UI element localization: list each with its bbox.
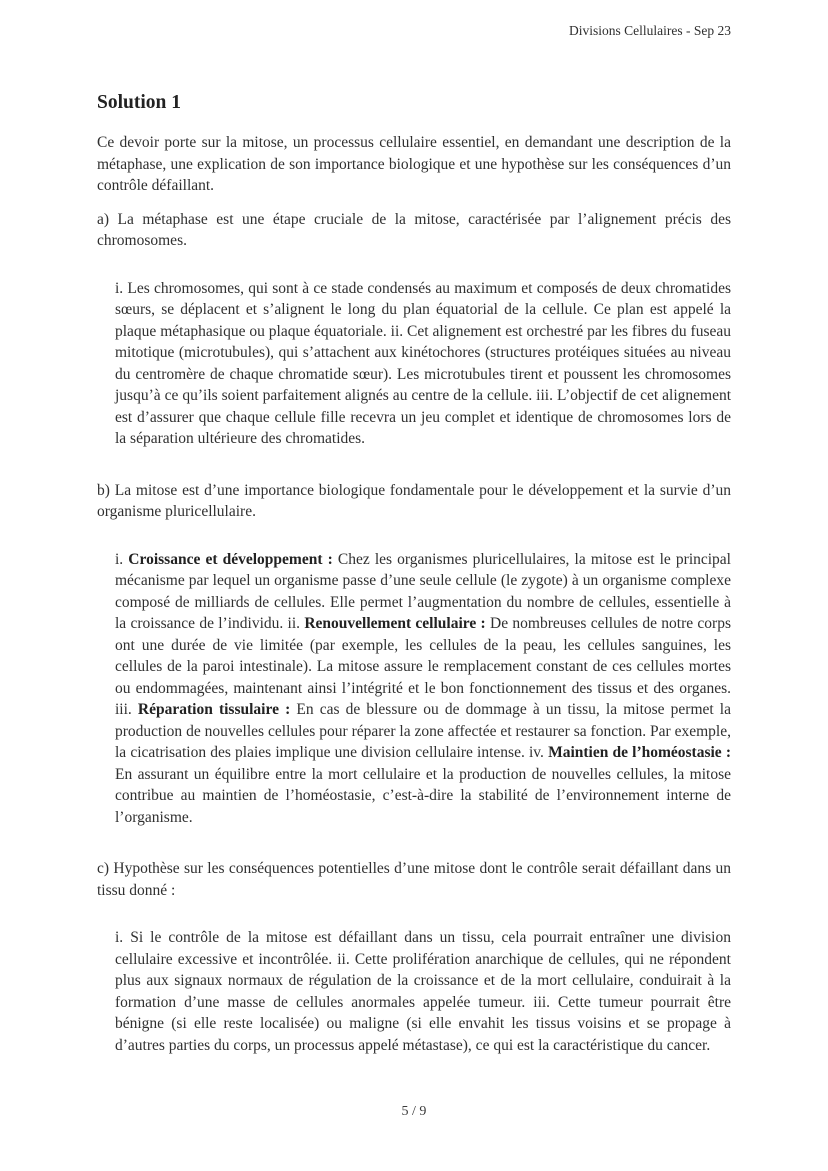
paragraph-a: a) La métaphase est une étape cruciale de la mitose, caractérisée par l’alignement précis des chromosomes. [97, 210, 731, 249]
solution-title: Solution 1 [97, 92, 181, 113]
page-content [97, 91, 731, 1086]
block-b-importance-details: i. Croissance et développement : Chez les organismes pluricellulaires, la mitose est le principal mécanisme par lequel un organisme passe d’une seule cellule (le zygote) à un organisme complexe composé de milliards de cellules. Elle permet l’augmentation du nombre de cellules, essentielle à la croissance de l’individu. ii. Renouvellement cellulaire : De nombreuses cellules de notre corps ont une durée de vie limitée (par exemple, les cellules de la peau, les cellules sanguines, les cellules de la paroi intestinale). La mitose assure le remplacement constant de ces cellules mortes ou endommagées, maintenant ainsi l’intégrité et le bon fonctionnement des tissus et des organes. iii. Réparation tissulaire : En cas de blessure ou de dommage à un tissu, la mitose permet la production de nouvelles cellules pour réparer la zone affectée et restaurer sa fonction. Par exemple, la cicatrisation des plaies implique une division cellulaire intense. iv. Maintien de l’homéostasie : En assurant un équilibre entre la mort cellulaire et la production de nouvelles cellules, la mitose contribue au maintien de l’homéostasie, c’est-à-dire la stabilité de l’environnement interne de l’organisme. [115, 550, 731, 826]
page-number: 5 / 9 [401, 1103, 427, 1119]
paragraph-b: b) La mitose est d’une importance biologique fondamentale pour le développement et la survie d’un organisme pluricellulaire. [97, 481, 731, 520]
paragraph-c: c) Hypothèse sur les conséquences potentielles d’une mitose dont le contrôle serait défaillant dans un tissu donné : [97, 860, 731, 899]
intro-paragraph: Ce devoir porte sur la mitose, un processus cellulaire essentiel, en demandant une description de la métaphase, une explication de son importance biologique et une hypothèse sur les conséquences d’un contrôle défaillant. [97, 134, 731, 194]
running-header: Divisions Cellulaires - Sep 23 [569, 23, 731, 38]
block-a-metaphase-details: i. Les chromosomes, qui sont à ce stade condensés au maximum et composés de deux chromatides sœurs, se déplacent et s’alignent le long du plan équatorial de la cellule. Ce plan est appelé la plaque métaphasique ou plaque équatoriale. ii. Cet alignement est orchestré par les fibres du fuseau mitotique (microtubules), qui s’attachent aux kinétochores (structures protéiques situées au niveau du centromère de chaque chromatide sœur). Les microtubules tirent et poussent les chromosomes jusqu’à ce qu’ils soient parfaitement alignés au centre de la cellule. iii. L’objectif de cet alignement est d’assurer que chaque cellule fille recevra un jeu complet et identique de chromosomes lors de la séparation ultérieure des chromatides. [115, 279, 731, 447]
block-c-hypothesis-details: i. Si le contrôle de la mitose est défaillant dans un tissu, cela pourrait entraîner une division cellulaire excessive et incontrôlée. ii. Cette prolifération anarchique de cellules, qui ne répondent plus aux signaux normaux de régulation de la croissance et de la mort cellulaire, conduirait à la formation d’une masse de cellules anormales appelée tumeur. iii. Cette tumeur pourrait être bénigne (si elle reste localisée) ou maligne (si elle envahit les tissus voisins et se propage à d’autres parties du corps, un processus appelé métastase), ce qui est la caractéristique du cancer. [115, 929, 731, 1054]
